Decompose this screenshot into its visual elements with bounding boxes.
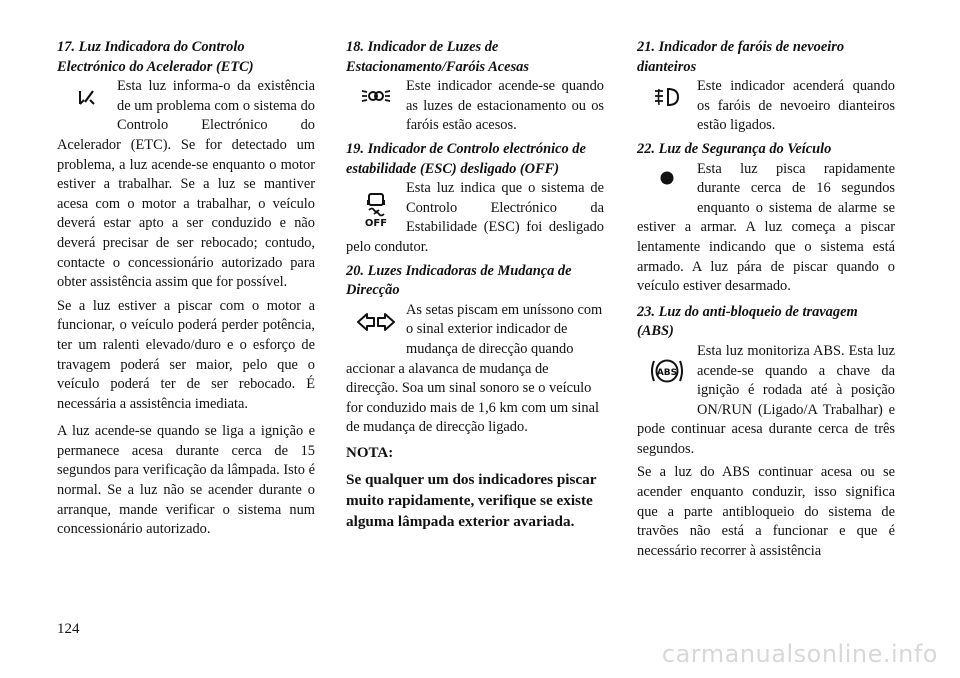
note-label: NOTA: (346, 444, 394, 461)
heading-21: 21. Indicador de faróis de nevoeiro dianteiros (637, 39, 845, 75)
indicator-18 (346, 77, 604, 136)
heading-18: 18. Indicador de Luzes de Estacionamento/Faróis Acesas (346, 39, 529, 75)
turn-signal-icon (346, 301, 406, 357)
paragraph-23a: Esta luz monitoriza ABS. Esta luz acende-se quando a chave da ignição é rodada até à posição ON/RUN (Ligado/A Trabalhar) e pode continuar acesa durante cerca de três segundos. (637, 342, 895, 457)
paragraph-19: Esta luz indica que o sistema de Controlo Electrónico da Estabilidade (ESC) foi desligado pelo condutor. (346, 180, 604, 255)
column-left (57, 38, 315, 548)
paragraph-21: Este indicador acenderá quando os faróis de nevoeiro dianteiros estão ligados. (697, 78, 895, 134)
indicator-23 (637, 342, 895, 460)
security-light-icon (637, 160, 697, 216)
parking-lights-icon (346, 77, 406, 133)
column-right (637, 38, 895, 569)
throttle-icon (57, 77, 117, 133)
indicator-20 (346, 301, 604, 438)
paragraph-17a: Esta luz informa-o da existência de um problema com o sistema do Controlo Electrónico do Acelerador (ETC). Se for detectado um problema, a luz acende-se enquanto o motor estiver a trabalhar. Se a luz se mantiver acesa com o motor a trabalhar, o veículo deverá estar apto a ser conduzido e não deverá precisar de ser rebocado; contudo, contacte o concessionário autorizado para obter assistência assim que for possível. (57, 78, 315, 291)
paragraph-17c: A luz acende-se quando se liga a ignição e permanece acesa durante cerca de 15 segundos para verificação da lâmpada. Isto é normal. Se a luz não se acender durante o arranque, mande verificar o sistema num concessionário autorizado. (57, 423, 315, 538)
column-middle (346, 38, 604, 532)
paragraph-22: Esta luz pisca rapidamente durante cerca de 16 segundos enquanto o sistema de alarme se estiver a armar. A luz começa a piscar lentamente indicando que o sistema está armado. A luz pára de piscar quando o veículo estiver desarmado. (637, 160, 895, 295)
page-number: 124 (57, 621, 80, 637)
esc-off-label: OFF (364, 217, 388, 229)
indicator-21 (637, 77, 895, 136)
fog-light-icon (637, 77, 697, 127)
paragraph-23b: Se a luz do ABS continuar acesa ou se acender enquanto conduzir, isso significa que a parte antibloqueio do sistema de travões não está a funcionar e que é necessário recorrer à assistência (637, 464, 895, 559)
heading-17: 17. Luz Indicadora do Controlo Electrónico do Acelerador (ETC) (57, 39, 254, 75)
heading-20: 20. Luzes Indicadoras de Mudança de Direcção (346, 262, 572, 299)
note-text: Se qualquer um dos indicadores piscar muito rapidamente, verifique se existe alguma lâmpada exterior avariada. (346, 471, 597, 531)
heading-23: 23. Luz do anti-bloqueio de travagem (ABS) (637, 303, 858, 340)
watermark: carmanualsonline.info (661, 640, 938, 668)
abs-label: ABS (656, 367, 678, 378)
esc-off-icon (346, 179, 406, 235)
paragraph-18: Este indicador acende-se quando as luzes de estacionamento ou os faróis estão acesos. (406, 78, 604, 134)
indicator-22 (637, 160, 895, 297)
abs-icon (637, 342, 697, 408)
paragraph-20: As setas piscam em uníssono com o sinal exterior indicador de mudança de direcção quando accionar a alavanca de mudança de direcção. Soa um sinal sonoro se o veículo for conduzido mais de 1,6 km com um sinal de mudança de direcção ligado. (346, 301, 603, 436)
heading-22: 22. Luz de Segurança do Veículo (637, 140, 832, 157)
paragraph-17b: Se a luz estiver a piscar com o motor a funcionar, o veículo poderá perder potência, ter um ralenti elevado/duro e o esforço de travagem poderá ser maior, pelo que o veículo poderá ter de ser rebocado. É necessária a assistência imediata. (57, 297, 315, 412)
indicator-19 (346, 179, 604, 257)
indicator-17 (57, 77, 315, 293)
heading-19: 19. Indicador de Controlo electrónico de estabilidade (ESC) desligado (OFF) (346, 140, 586, 177)
